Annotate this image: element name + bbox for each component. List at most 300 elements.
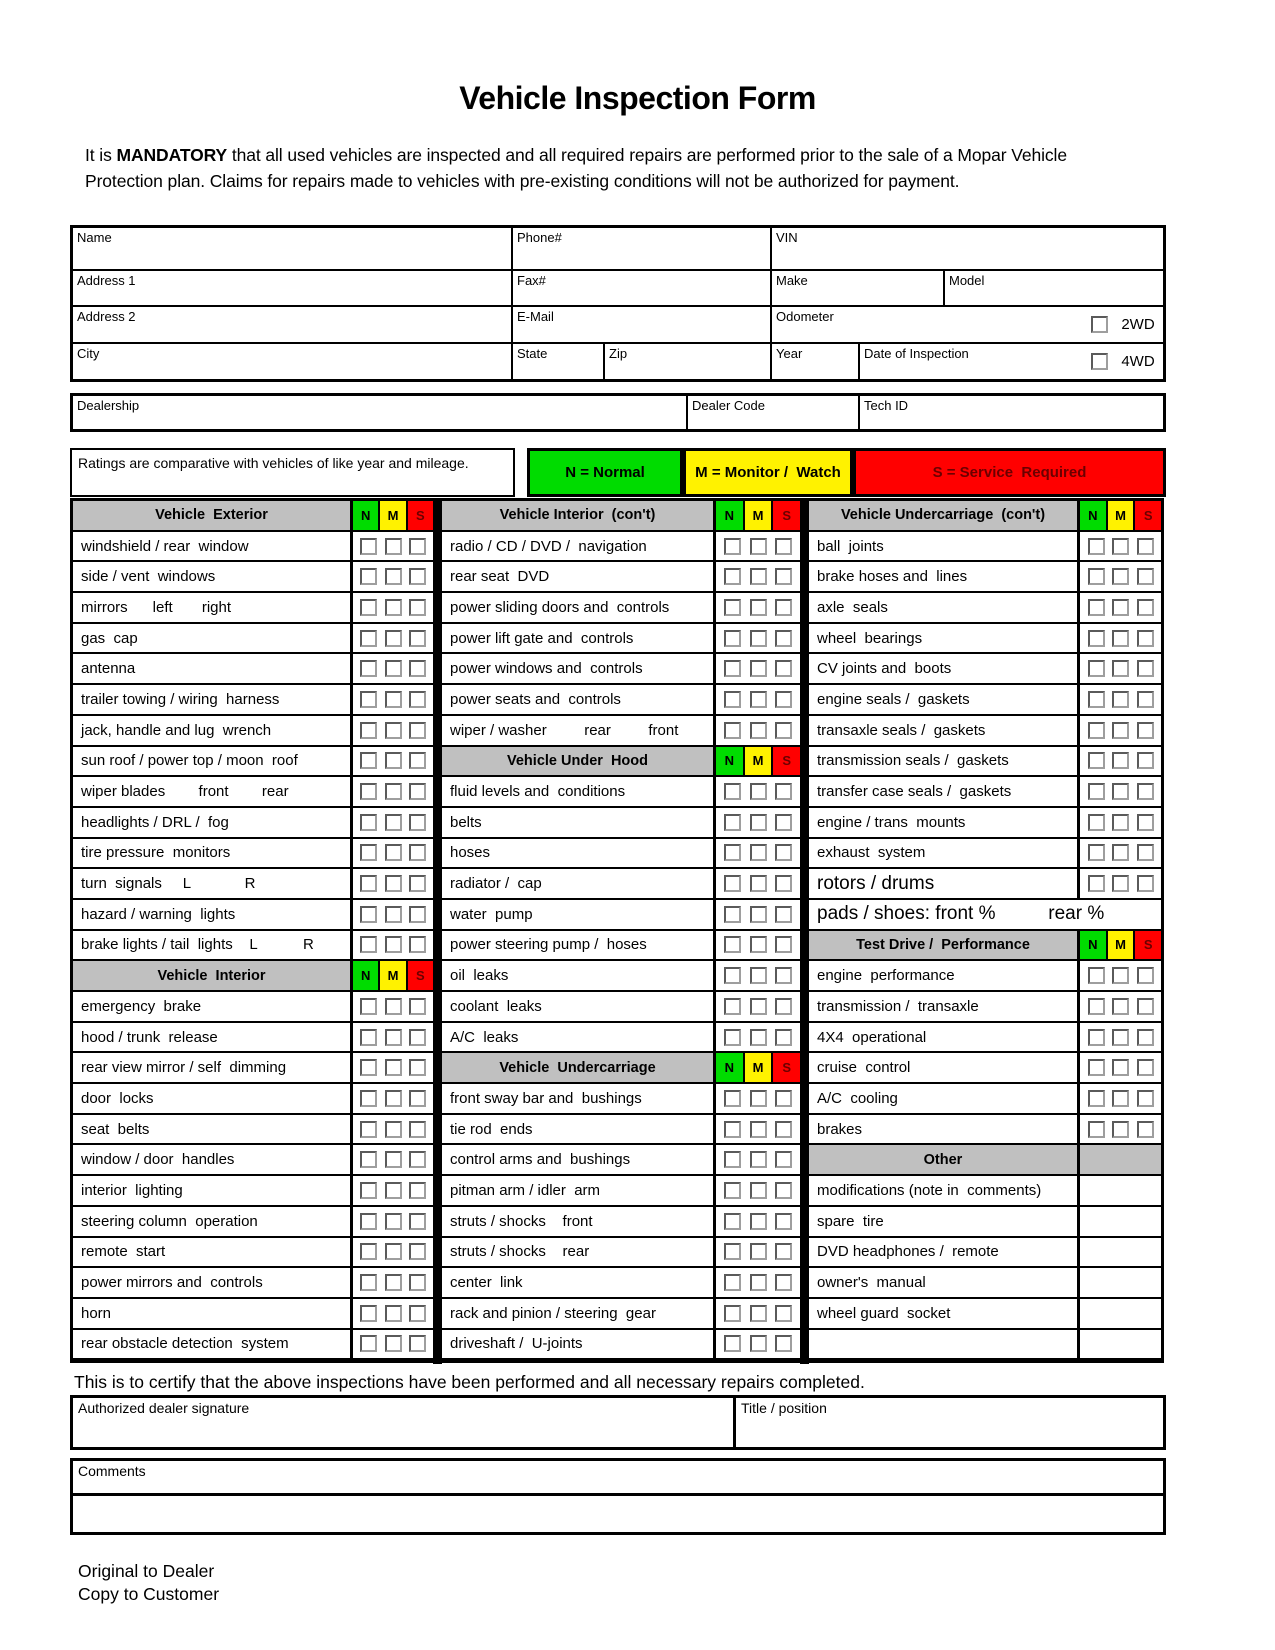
checkbox-service[interactable]	[775, 844, 792, 861]
checkbox-monitor[interactable]	[750, 814, 767, 831]
item-label: front sway bar and bushings	[442, 1084, 716, 1113]
checkbox-service[interactable]	[409, 1182, 426, 1199]
rating-checkboxes	[353, 839, 433, 868]
checkbox-service[interactable]	[775, 1213, 792, 1230]
rating-checkboxes	[716, 1176, 800, 1205]
odometer-label: Odometer	[776, 309, 834, 324]
checkbox-monitor[interactable]	[750, 1213, 767, 1230]
checkbox-monitor[interactable]	[750, 844, 767, 861]
checkbox-service[interactable]	[775, 875, 792, 892]
checklist-row	[809, 839, 1161, 870]
checklist-row	[809, 624, 1161, 655]
inspection-date-field[interactable]	[858, 344, 1083, 379]
checkbox-normal[interactable]	[724, 844, 741, 861]
checkbox-monitor[interactable]	[1112, 691, 1129, 708]
checkbox-service[interactable]	[1137, 814, 1154, 831]
checkbox-monitor[interactable]	[1112, 875, 1129, 892]
checkbox-2wd[interactable]	[1091, 316, 1108, 333]
checkbox-service[interactable]	[409, 538, 426, 555]
checkbox-service[interactable]	[775, 691, 792, 708]
address2-field[interactable]	[73, 307, 511, 342]
checkbox-normal[interactable]	[360, 936, 377, 953]
checkbox-normal[interactable]	[724, 630, 741, 647]
checkbox-service[interactable]	[775, 1029, 792, 1046]
checkbox-service[interactable]	[775, 906, 792, 923]
checkbox-normal[interactable]	[724, 722, 741, 739]
checklist-row	[73, 562, 433, 593]
checkbox-normal[interactable]	[360, 599, 377, 616]
write-in-cell[interactable]	[1080, 1299, 1161, 1328]
rating-checkboxes	[353, 1330, 433, 1359]
checkbox-service[interactable]	[775, 660, 792, 677]
checkbox-monitor[interactable]	[750, 722, 767, 739]
checkbox-service[interactable]	[409, 783, 426, 800]
checkbox-service[interactable]	[409, 1029, 426, 1046]
rating-letter-s: S	[1135, 501, 1161, 530]
checkbox-service[interactable]	[1137, 630, 1154, 647]
checkbox-normal[interactable]	[724, 1243, 741, 1260]
section-title: Vehicle Interior (con't)	[442, 501, 716, 530]
checkbox-service[interactable]	[409, 691, 426, 708]
dealer-signature-field[interactable]	[73, 1398, 733, 1447]
checkbox-monitor[interactable]	[385, 1029, 402, 1046]
checkbox-monitor[interactable]	[750, 568, 767, 585]
checkbox-normal[interactable]	[360, 1243, 377, 1260]
checkbox-service[interactable]	[775, 1151, 792, 1168]
checkbox-normal[interactable]	[1088, 875, 1105, 892]
checkbox-service[interactable]	[775, 599, 792, 616]
checkbox-normal[interactable]	[1088, 844, 1105, 861]
checkbox-monitor[interactable]	[750, 1305, 767, 1322]
checkbox-normal[interactable]	[724, 660, 741, 677]
checkbox-normal[interactable]	[1088, 1121, 1105, 1138]
zip-field[interactable]	[603, 344, 770, 379]
item-label: jack, handle and lug wrench	[73, 716, 353, 745]
checkbox-monitor[interactable]	[385, 1274, 402, 1291]
rating-checkboxes	[1080, 562, 1161, 591]
checkbox-service[interactable]	[775, 967, 792, 984]
checkbox-normal[interactable]	[724, 875, 741, 892]
checkbox-monitor[interactable]	[1112, 599, 1129, 616]
checkbox-normal[interactable]	[724, 1213, 741, 1230]
rating-checkboxes	[716, 1268, 800, 1297]
section-title: Vehicle Under Hood	[442, 747, 716, 776]
checkbox-normal[interactable]	[360, 1059, 377, 1076]
checkbox-normal[interactable]	[360, 1151, 377, 1168]
rating-letter-cells	[353, 961, 433, 990]
comments-field[interactable]	[73, 1461, 1163, 1496]
checkbox-normal[interactable]	[1088, 998, 1105, 1015]
checkbox-monitor[interactable]	[1112, 783, 1129, 800]
rating-letter-s: S	[408, 961, 433, 990]
checkbox-service[interactable]	[409, 1243, 426, 1260]
checkbox-normal[interactable]	[360, 875, 377, 892]
checkbox-normal[interactable]	[360, 1182, 377, 1199]
checkbox-normal[interactable]	[1088, 1059, 1105, 1076]
checkbox-monitor[interactable]	[385, 1213, 402, 1230]
zip-label: Zip	[609, 346, 628, 361]
intro-suffix: that all used vehicles are inspected and all required repairs are performed prior to the sale of a Mopar Vehicle Protection plan. Claims for repairs made to vehicles with pre-existing conditions will not be authorized for payment.	[85, 145, 1067, 191]
checkbox-service[interactable]	[1137, 1029, 1154, 1046]
checkbox-service[interactable]	[1137, 599, 1154, 616]
checkbox-service[interactable]	[409, 1274, 426, 1291]
checkbox-monitor[interactable]	[1112, 630, 1129, 647]
checkbox-monitor[interactable]	[385, 630, 402, 647]
rating-checkboxes	[716, 1207, 800, 1236]
checkbox-service[interactable]	[775, 630, 792, 647]
item-label: power mirrors and controls	[73, 1268, 353, 1297]
name-field[interactable]	[73, 228, 511, 269]
checkbox-monitor[interactable]	[385, 1335, 402, 1352]
checkbox-normal[interactable]	[1088, 814, 1105, 831]
checkbox-service[interactable]	[775, 936, 792, 953]
checkbox-monitor[interactable]	[385, 1090, 402, 1107]
checkbox-monitor[interactable]	[750, 1151, 767, 1168]
checkbox-service[interactable]	[775, 998, 792, 1015]
checkbox-normal[interactable]	[1088, 691, 1105, 708]
title-position-field[interactable]	[733, 1398, 1163, 1447]
checkbox-normal[interactable]	[360, 660, 377, 677]
rating-checkboxes	[716, 1330, 800, 1359]
rating-checkboxes	[1080, 716, 1161, 745]
checkbox-monitor[interactable]	[385, 538, 402, 555]
city-label: City	[77, 346, 100, 361]
checkbox-monitor[interactable]	[1112, 1059, 1129, 1076]
checkbox-normal[interactable]	[1088, 783, 1105, 800]
checkbox-monitor[interactable]	[385, 752, 402, 769]
checkbox-normal[interactable]	[724, 1274, 741, 1291]
item-label: transmission / transaxle	[809, 992, 1080, 1021]
checkbox-normal[interactable]	[724, 814, 741, 831]
checkbox-monitor[interactable]	[750, 1274, 767, 1291]
checkbox-normal[interactable]	[360, 1335, 377, 1352]
item-label: wheel guard socket	[809, 1299, 1080, 1328]
checkbox-service[interactable]	[1137, 844, 1154, 861]
checkbox-service[interactable]	[1137, 783, 1154, 800]
checkbox-monitor[interactable]	[385, 1182, 402, 1199]
checkbox-monitor[interactable]	[1112, 814, 1129, 831]
checkbox-service[interactable]	[1137, 1090, 1154, 1107]
checkbox-normal[interactable]	[724, 936, 741, 953]
checklist-row	[73, 1053, 433, 1084]
checkbox-normal[interactable]	[360, 538, 377, 555]
rating-checkboxes	[1080, 777, 1161, 806]
odometer-field[interactable]	[770, 307, 1083, 342]
checkbox-monitor[interactable]	[1112, 722, 1129, 739]
checkbox-normal[interactable]	[360, 1305, 377, 1322]
checkbox-normal[interactable]	[724, 568, 741, 585]
state-field[interactable]	[511, 344, 603, 379]
checkbox-monitor[interactable]	[385, 1305, 402, 1322]
checkbox-service[interactable]	[775, 1182, 792, 1199]
rating-checkboxes	[716, 992, 800, 1021]
checkbox-normal[interactable]	[360, 783, 377, 800]
checkbox-service[interactable]	[1137, 875, 1154, 892]
rating-checkboxes	[353, 777, 433, 806]
checkbox-normal[interactable]	[724, 783, 741, 800]
checkbox-normal[interactable]	[360, 1213, 377, 1230]
checkbox-normal[interactable]	[360, 752, 377, 769]
checkbox-monitor[interactable]	[750, 906, 767, 923]
checkbox-normal[interactable]	[1088, 660, 1105, 677]
checkbox-service[interactable]	[1137, 1059, 1154, 1076]
item-label: emergency brake	[73, 992, 353, 1021]
item-label: wheel bearings	[809, 624, 1080, 653]
checkbox-service[interactable]	[409, 906, 426, 923]
checkbox-service[interactable]	[409, 844, 426, 861]
checkbox-monitor[interactable]	[750, 1029, 767, 1046]
rating-letter-cells	[1080, 501, 1161, 530]
checkbox-normal[interactable]	[724, 538, 741, 555]
checkbox-normal[interactable]	[1088, 752, 1105, 769]
checkbox-normal[interactable]	[1088, 599, 1105, 616]
checkbox-service[interactable]	[775, 1121, 792, 1138]
checkbox-normal[interactable]	[360, 998, 377, 1015]
checkbox-monitor[interactable]	[385, 1121, 402, 1138]
checkbox-normal[interactable]	[360, 722, 377, 739]
checkbox-monitor[interactable]	[750, 1090, 767, 1107]
checkbox-normal[interactable]	[1088, 722, 1105, 739]
checkbox-service[interactable]	[1137, 722, 1154, 739]
tech-id-field[interactable]	[858, 396, 1163, 429]
address1-field[interactable]	[73, 271, 511, 305]
checkbox-monitor[interactable]	[385, 568, 402, 585]
write-in-cell[interactable]	[1080, 1176, 1161, 1205]
checkbox-service[interactable]	[1137, 1121, 1154, 1138]
checkbox-service[interactable]	[409, 1213, 426, 1230]
rating-letter-n: N	[716, 1053, 743, 1082]
rating-checkboxes	[716, 624, 800, 653]
checkbox-monitor[interactable]	[385, 936, 402, 953]
checkbox-monitor[interactable]	[1112, 752, 1129, 769]
checkbox-service[interactable]	[775, 538, 792, 555]
checkbox-monitor[interactable]	[385, 1059, 402, 1076]
checkbox-service[interactable]	[1137, 660, 1154, 677]
vin-field[interactable]	[770, 228, 1163, 269]
checkbox-normal[interactable]	[724, 1090, 741, 1107]
dealership-field[interactable]	[73, 396, 686, 429]
checkbox-service[interactable]	[1137, 998, 1154, 1015]
checkbox-monitor[interactable]	[385, 844, 402, 861]
checkbox-monitor[interactable]	[385, 1151, 402, 1168]
checkbox-service[interactable]	[409, 722, 426, 739]
checkbox-monitor[interactable]	[385, 691, 402, 708]
rating-checkboxes	[1080, 1023, 1161, 1052]
checklist-row	[73, 1207, 433, 1238]
checkbox-service[interactable]	[409, 875, 426, 892]
checkbox-4wd[interactable]	[1091, 353, 1108, 370]
checkbox-service[interactable]	[409, 1059, 426, 1076]
checklist-row	[442, 931, 800, 962]
rating-checkboxes	[353, 931, 433, 960]
year-field[interactable]	[770, 344, 858, 379]
comments-write-area[interactable]	[73, 1496, 1163, 1532]
rating-checkboxes	[353, 1053, 433, 1082]
checkbox-service[interactable]	[775, 1274, 792, 1291]
checklist-row	[73, 747, 433, 778]
checkbox-normal[interactable]	[1088, 1029, 1105, 1046]
checkbox-service[interactable]	[409, 599, 426, 616]
checkbox-monitor[interactable]	[1112, 1090, 1129, 1107]
checkbox-monitor[interactable]	[1112, 1029, 1129, 1046]
checkbox-monitor[interactable]	[750, 538, 767, 555]
checkbox-service[interactable]	[409, 660, 426, 677]
checkbox-monitor[interactable]	[1112, 568, 1129, 585]
checkbox-monitor[interactable]	[1112, 538, 1129, 555]
checkbox-normal[interactable]	[724, 599, 741, 616]
checkbox-monitor[interactable]	[750, 691, 767, 708]
model-field[interactable]	[943, 271, 1163, 305]
checkbox-normal[interactable]	[724, 1305, 741, 1322]
write-in-cell[interactable]	[1080, 1268, 1161, 1297]
checkbox-service[interactable]	[775, 1090, 792, 1107]
section-header-row	[73, 501, 433, 532]
checkbox-monitor[interactable]	[750, 1243, 767, 1260]
checkbox-monitor[interactable]	[750, 599, 767, 616]
checkbox-normal[interactable]	[360, 906, 377, 923]
checkbox-service[interactable]	[409, 1090, 426, 1107]
section-title: Vehicle Undercarriage	[442, 1053, 716, 1082]
dealer-code-label: Dealer Code	[692, 398, 765, 413]
checkbox-normal[interactable]	[360, 568, 377, 585]
checkbox-monitor[interactable]	[750, 936, 767, 953]
write-in-cell[interactable]	[1080, 1330, 1161, 1359]
checkbox-service[interactable]	[775, 1335, 792, 1352]
name-label: Name	[77, 230, 112, 245]
rating-checkboxes	[716, 1084, 800, 1113]
checklist-row	[809, 808, 1161, 839]
checkbox-service[interactable]	[1137, 967, 1154, 984]
checkbox-monitor[interactable]	[750, 1121, 767, 1138]
phone-label: Phone#	[517, 230, 562, 245]
city-field[interactable]	[73, 344, 511, 379]
checkbox-monitor[interactable]	[750, 630, 767, 647]
checklist-row	[809, 1238, 1161, 1269]
checkbox-monitor[interactable]	[1112, 998, 1129, 1015]
item-label: struts / shocks front	[442, 1207, 716, 1236]
item-label: window / door handles	[73, 1145, 353, 1174]
checkbox-monitor[interactable]	[1112, 844, 1129, 861]
checkbox-normal[interactable]	[724, 1335, 741, 1352]
checkbox-normal[interactable]	[724, 998, 741, 1015]
checkbox-normal[interactable]	[1088, 568, 1105, 585]
checkbox-service[interactable]	[409, 998, 426, 1015]
checkbox-monitor[interactable]	[1112, 967, 1129, 984]
checkbox-service[interactable]	[409, 1151, 426, 1168]
checkbox-normal[interactable]	[360, 1121, 377, 1138]
checkbox-service[interactable]	[775, 568, 792, 585]
checkbox-monitor[interactable]	[385, 660, 402, 677]
checkbox-monitor[interactable]	[385, 1243, 402, 1260]
checkbox-monitor[interactable]	[750, 660, 767, 677]
email-field[interactable]	[511, 307, 770, 342]
write-in-cell[interactable]	[1080, 1238, 1161, 1267]
checkbox-service[interactable]	[409, 1335, 426, 1352]
checkbox-normal[interactable]	[360, 844, 377, 861]
checkbox-service[interactable]	[775, 814, 792, 831]
phone-field[interactable]	[511, 228, 770, 269]
checkbox-service[interactable]	[409, 814, 426, 831]
rating-checkboxes	[353, 1145, 433, 1174]
item-label: antenna	[73, 654, 353, 683]
checkbox-service[interactable]	[775, 783, 792, 800]
rating-checkboxes	[716, 685, 800, 714]
fax-field[interactable]	[511, 271, 770, 305]
checklist-row	[442, 961, 800, 992]
checkbox-service[interactable]	[409, 1305, 426, 1322]
checkbox-monitor[interactable]	[750, 967, 767, 984]
checkbox-normal[interactable]	[360, 630, 377, 647]
checkbox-monitor[interactable]	[1112, 1121, 1129, 1138]
checkbox-monitor[interactable]	[385, 599, 402, 616]
checkbox-monitor[interactable]	[385, 783, 402, 800]
checkbox-normal[interactable]	[1088, 538, 1105, 555]
checkbox-normal[interactable]	[1088, 967, 1105, 984]
checkbox-monitor[interactable]	[385, 875, 402, 892]
checkbox-normal[interactable]	[724, 906, 741, 923]
checkbox-normal[interactable]	[724, 691, 741, 708]
checkbox-service[interactable]	[1137, 538, 1154, 555]
dealer-code-field[interactable]	[686, 396, 858, 429]
checkbox-service[interactable]	[775, 1305, 792, 1322]
checklist-row	[809, 593, 1161, 624]
checkbox-service[interactable]	[775, 722, 792, 739]
checkbox-monitor[interactable]	[385, 906, 402, 923]
checkbox-monitor[interactable]	[750, 1182, 767, 1199]
checkbox-monitor[interactable]	[750, 1335, 767, 1352]
checkbox-service[interactable]	[409, 752, 426, 769]
checkbox-normal[interactable]	[360, 1090, 377, 1107]
checkbox-monitor[interactable]	[385, 722, 402, 739]
checkbox-monitor[interactable]	[1112, 660, 1129, 677]
item-label: power seats and controls	[442, 685, 716, 714]
item-label: door locks	[73, 1084, 353, 1113]
checkbox-service[interactable]	[409, 630, 426, 647]
checkbox-service[interactable]	[409, 1121, 426, 1138]
checkbox-service[interactable]	[1137, 752, 1154, 769]
checkbox-monitor[interactable]	[750, 998, 767, 1015]
checkbox-monitor[interactable]	[750, 783, 767, 800]
rating-checkboxes	[1080, 808, 1161, 837]
rating-checkboxes	[716, 931, 800, 960]
checklist-row	[809, 654, 1161, 685]
checkbox-monitor[interactable]	[385, 814, 402, 831]
checkbox-monitor[interactable]	[750, 875, 767, 892]
checkbox-normal[interactable]	[1088, 630, 1105, 647]
checkbox-normal[interactable]	[724, 1121, 741, 1138]
checkbox-normal[interactable]	[724, 1182, 741, 1199]
checkbox-service[interactable]	[1137, 568, 1154, 585]
checkbox-normal[interactable]	[1088, 1090, 1105, 1107]
checkbox-service[interactable]	[409, 936, 426, 953]
write-in-cell[interactable]	[1080, 1207, 1161, 1236]
make-field[interactable]	[770, 271, 943, 305]
contact-row-3	[73, 305, 1163, 342]
checkbox-service[interactable]	[409, 568, 426, 585]
checkbox-normal[interactable]	[724, 1151, 741, 1168]
checkbox-monitor[interactable]	[385, 998, 402, 1015]
checkbox-normal[interactable]	[360, 1029, 377, 1046]
item-label: transfer case seals / gaskets	[809, 777, 1080, 806]
checkbox-normal[interactable]	[724, 1029, 741, 1046]
checkbox-normal[interactable]	[724, 967, 741, 984]
checkbox-service[interactable]	[1137, 691, 1154, 708]
checkbox-normal[interactable]	[360, 1274, 377, 1291]
checkbox-normal[interactable]	[360, 814, 377, 831]
checkbox-service[interactable]	[775, 1243, 792, 1260]
checkbox-normal[interactable]	[360, 691, 377, 708]
state-label: State	[517, 346, 548, 361]
